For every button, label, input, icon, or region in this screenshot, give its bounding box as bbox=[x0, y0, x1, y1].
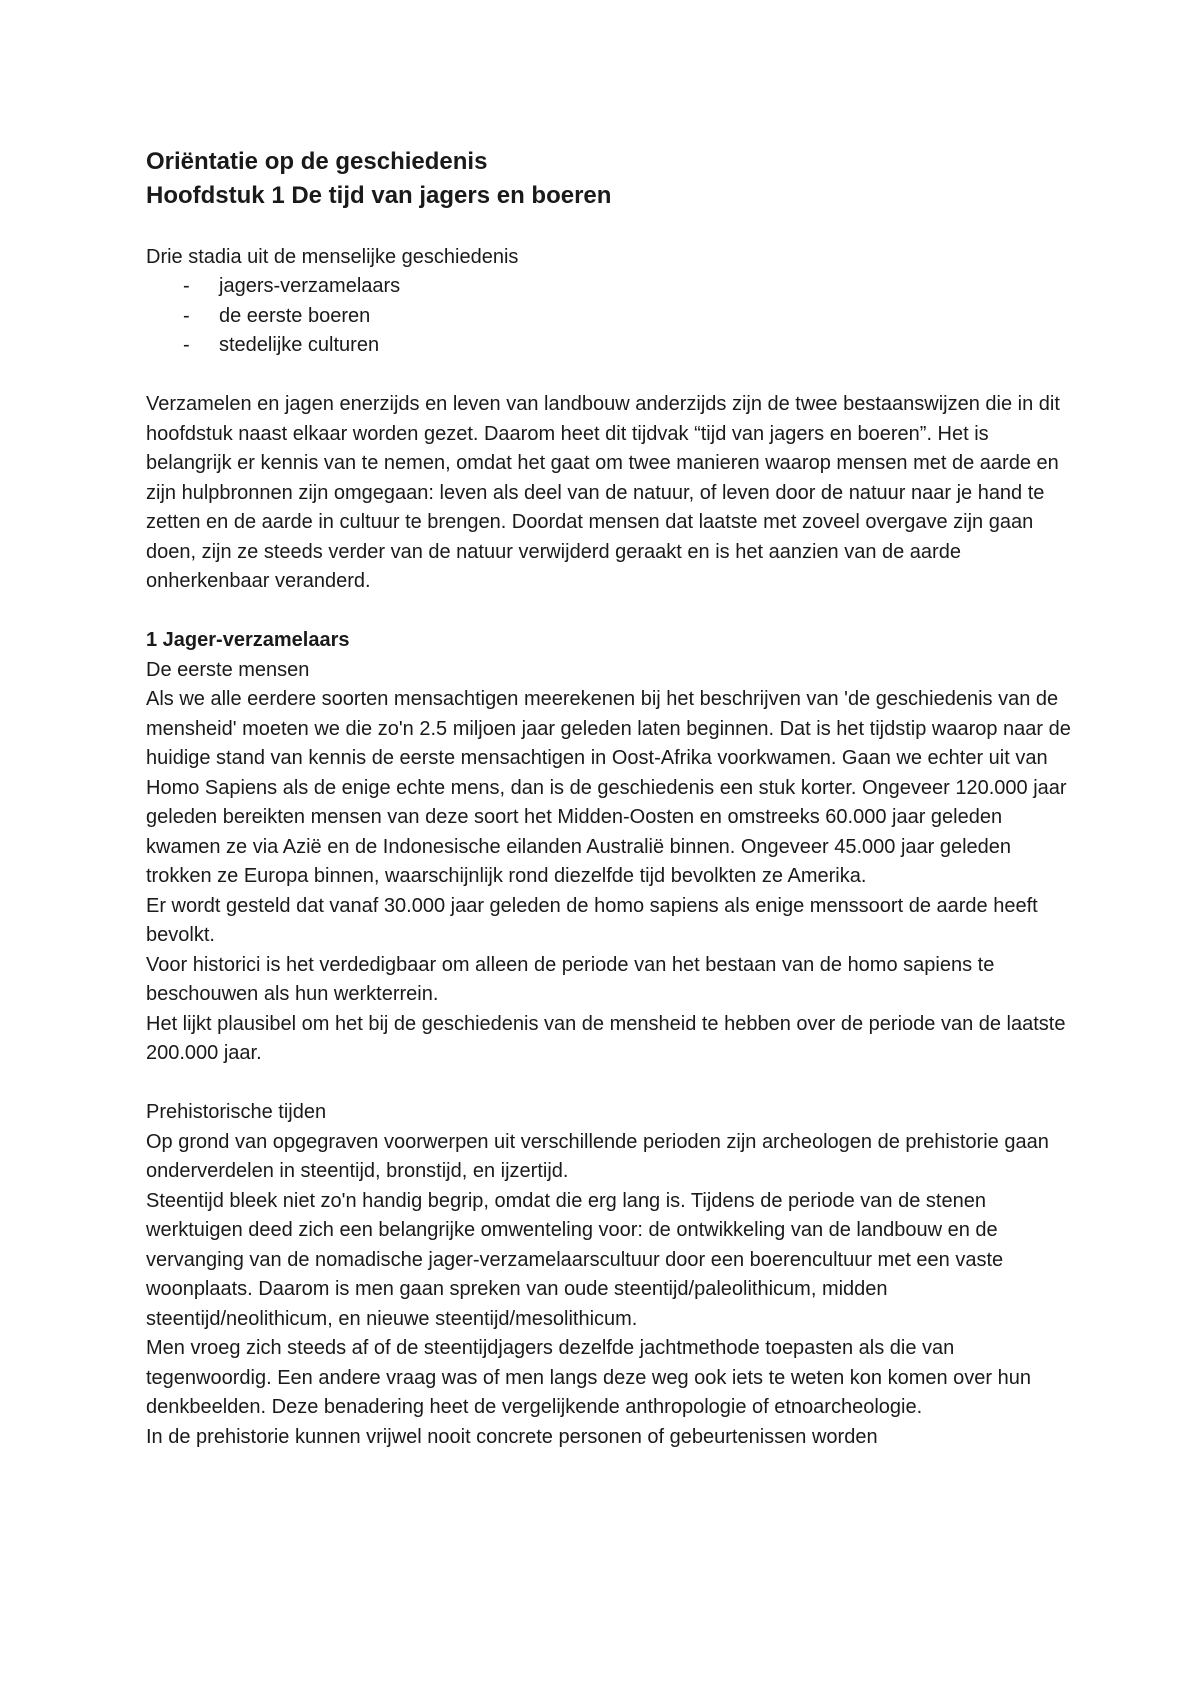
paragraph: Als we alle eerdere soorten mensachtigen meerekenen bij het beschrijven van 'de geschiedenis van de mensheid' moeten we die zo'n 2.5 miljoen jaar geleden laten beginnen. Dat is het tijdstip waarop naar de huidige stand van kennis de eerste mensachtigen in Oost-Afrika voorkwamen. Gaan we echter uit van Homo Sapiens als de enige echte mens, dan is de geschiedenis een stuk korter. Ongeveer 120.000 jaar geleden bereikten mensen van deze soort het Midden-Oosten en omstreeks 60.000 jaar geleden kwamen ze via Azië en de Indonesische eilanden Australië binnen. Ongeveer 45.000 jaar geleden trokken ze Europa binnen, waarschijnlijk rond diezelfde tijd bevolkten ze Amerika. bbox=[146, 688, 1071, 887]
paragraph: Men vroeg zich steeds af of de steentijdjagers dezelfde jachtmethode toepasten als die van tegenwoordig. Een andere vraag was of men langs deze weg ook iets te weten kon komen over hun denkbeelden. Deze benadering heet de vergelijkende anthropologie of etnoarcheologie. bbox=[146, 1337, 1031, 1418]
intro-paragraph: Verzamelen en jagen enerzijds en leven van landbouw anderzijds zijn de twee bestaanswijzen die in dit hoofdstuk naast elkaar worden gezet. Daarom heet dit tijdvak “tijd van jagers en boeren”. Het is belangrijk er kennis van te nemen, omdat het gaat om twee manieren waarop mensen met de aarde en zijn hulpbronnen zijn omgegaan: leven als deel van de natuur, of leven door de natuur naar je hand te zetten en de aarde in cultuur te brengen. Doordat mensen dat laatste met zoveel overgave zijn gaan doen, zijn ze steeds verder van de natuur verwijderd geraakt en is het aanzien van de aarde onherkenbaar veranderd. bbox=[146, 393, 1060, 592]
spacer bbox=[146, 597, 1076, 627]
section-subheading: Prehistorische tijden bbox=[146, 1101, 327, 1123]
list-item-label: de eerste boeren bbox=[219, 304, 371, 327]
list-item-label: stedelijke culturen bbox=[219, 334, 380, 356]
section-heading: 1 Jager-verzamelaars bbox=[146, 629, 350, 651]
document-title: Oriëntatie op de geschiedenis bbox=[146, 148, 488, 175]
spacer bbox=[146, 1069, 1076, 1099]
paragraph: Het lijkt plausibel om het bij de geschiedenis van de mensheid te hebben over de periode van de laatste 200.000 jaar. bbox=[146, 1012, 1066, 1064]
dash-bullet: - bbox=[183, 334, 190, 356]
paragraph: Er wordt gesteld dat vanaf 30.000 jaar geleden de homo sapiens als enige menssoort de aarde heeft bevolkt. bbox=[146, 894, 1038, 946]
list-item bbox=[146, 272, 1076, 302]
list-item bbox=[146, 331, 1076, 361]
paragraph: Steentijd bleek niet zo'n handig begrip, omdat die erg lang is. Tijdens de periode van de stenen werktuigen deed zich een belangrijke omwenteling voor: de ontwikkeling van de landbouw en de vervanging van de nomadische jager-verzamelaarscultuur door een boerencultuur met een vaste woonplaats. Daarom is men gaan spreken van oude steentijd/paleolithicum, midden steentijd/neolithicum, en nieuwe steentijd/mesolithicum. bbox=[146, 1189, 1004, 1330]
dash-bullet: - bbox=[183, 304, 190, 327]
paragraph: Voor historici is het verdedigbaar om alleen de periode van het bestaan van de homo sapiens te beschouwen als hun werkterrein. bbox=[146, 953, 995, 1005]
list-item bbox=[146, 302, 1076, 332]
section-subheading: De eerste mensen bbox=[146, 658, 310, 681]
dash-bullet: - bbox=[183, 275, 190, 297]
spacer bbox=[146, 213, 1076, 243]
stages-intro: Drie stadia uit de menselijke geschiedenis bbox=[146, 245, 519, 268]
paragraph: In de prehistorie kunnen vrijwel nooit concrete personen of gebeurtenissen worden bbox=[146, 1425, 878, 1448]
spacer bbox=[146, 361, 1076, 391]
document-page bbox=[146, 145, 1076, 1452]
list-item-label: jagers-verzamelaars bbox=[219, 275, 401, 297]
chapter-title: Hoofdstuk 1 De tijd van jagers en boeren bbox=[146, 182, 612, 209]
stages-list bbox=[146, 272, 1076, 361]
paragraph: Op grond van opgegraven voorwerpen uit verschillende perioden zijn archeologen de prehistorie gaan onderverdelen in steentijd, bronstijd, en ijzertijd. bbox=[146, 1130, 1049, 1182]
